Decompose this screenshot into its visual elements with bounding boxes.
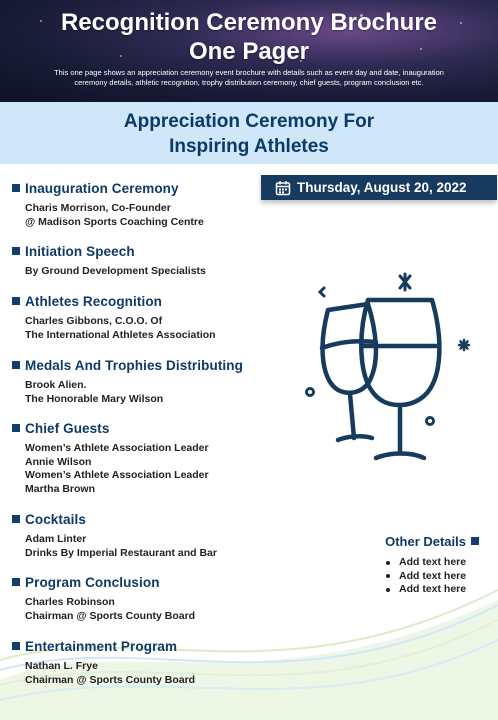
page-title-line: Recognition Ceremony Brochure [60, 9, 438, 36]
section-header [12, 242, 282, 260]
page-description-line: ceremony details, athletic recognition, trophy distribution ceremony, chief guests, program conclusion etc. [74, 78, 424, 87]
header-banner [0, 0, 498, 102]
section-body [25, 315, 282, 342]
section-title: Inauguration Ceremony [25, 180, 179, 196]
square-bullet-icon [12, 361, 20, 369]
bullet-icon [386, 561, 390, 565]
section-line: Women’s Athlete Association Leader [25, 469, 209, 481]
section-line: Charis Morrison, Co-Founder [25, 202, 171, 214]
section-title: Cocktails [25, 511, 86, 527]
event-date: Thursday, August 20, 2022 [297, 180, 467, 195]
event-title [0, 109, 498, 159]
section-header [12, 179, 282, 197]
square-bullet-icon [12, 578, 20, 586]
page-title [0, 8, 498, 66]
event-title-line: Appreciation Ceremony For [123, 111, 375, 132]
other-details-panel [362, 532, 492, 597]
section-body [25, 596, 282, 623]
bullet-icon [386, 574, 390, 578]
square-bullet-icon [12, 247, 20, 255]
list-item-text: Add text here [399, 583, 467, 595]
wine-glasses-icon [298, 268, 478, 478]
section-cocktails [12, 510, 282, 560]
list-item-text: Add text here [399, 556, 467, 568]
section-line: Chairman @ Sports County Board [25, 673, 196, 686]
square-bullet-icon [12, 184, 20, 192]
square-bullet-icon [471, 537, 479, 545]
section-athletes-recognition [12, 292, 282, 342]
section-header [12, 573, 282, 591]
square-bullet-icon [12, 297, 20, 305]
event-title-line: Inspiring Athletes [169, 136, 329, 157]
section-body [25, 265, 282, 279]
page-title-line: One Pager [188, 38, 310, 65]
section-line: Martha Brown [25, 482, 96, 495]
section-medals-trophies [12, 356, 282, 406]
square-bullet-icon [12, 642, 20, 650]
section-line: Adam Linter [25, 533, 87, 545]
section-header [12, 510, 282, 528]
section-line: Nathan L. Frye [25, 660, 98, 672]
section-body [25, 442, 282, 496]
section-program-conclusion [12, 573, 282, 623]
section-line: Annie Wilson [25, 455, 92, 468]
section-header [12, 356, 282, 374]
other-details-title: Other Details [385, 533, 466, 549]
section-initiation-speech [12, 242, 282, 279]
section-line: Chairman @ Sports County Board [25, 609, 196, 622]
square-bullet-icon [12, 424, 20, 432]
section-line: Women’s Athlete Association Leader [25, 442, 209, 454]
section-line: @ Madison Sports Coaching Centre [25, 215, 204, 228]
list-item-text: Add text here [399, 569, 467, 582]
other-details-header [362, 532, 492, 550]
date-badge [261, 175, 497, 200]
section-title: Medals And Trophies Distributing [25, 357, 243, 373]
section-title: Chief Guests [25, 420, 110, 436]
square-bullet-icon [12, 515, 20, 523]
page-description-line: This one page shows an appreciation ceremony event brochure with details such as event day and date, inauguration [54, 68, 444, 77]
section-title: Entertainment Program [25, 638, 178, 654]
section-body [25, 202, 282, 229]
section-inauguration [12, 179, 282, 229]
other-details-list [386, 556, 492, 597]
section-entertainment-program [12, 637, 282, 687]
section-body [25, 660, 282, 687]
list-item [386, 570, 492, 584]
section-body [25, 533, 282, 560]
page-description [24, 68, 474, 88]
section-line: Brook Alien. [25, 379, 87, 391]
section-line: Drinks By Imperial Restaurant and Bar [25, 546, 217, 559]
section-title: Program Conclusion [25, 574, 160, 590]
section-chief-guests [12, 419, 282, 496]
section-line: Charles Gibbons, C.O.O. Of [25, 315, 163, 327]
bullet-icon [386, 588, 390, 592]
list-item [386, 556, 492, 570]
section-header [12, 637, 282, 655]
section-title: Athletes Recognition [25, 293, 163, 309]
section-line: The Honorable Mary Wilson [25, 392, 164, 405]
section-header [12, 292, 282, 310]
section-header [12, 419, 282, 437]
section-line: The International Athletes Association [25, 328, 216, 341]
subtitle-banner [0, 102, 498, 164]
section-body [25, 379, 282, 406]
section-title: Initiation Speech [25, 243, 135, 259]
section-line: By Ground Development Specialists [25, 265, 206, 277]
list-item [386, 583, 492, 597]
section-line: Charles Robinson [25, 596, 115, 608]
